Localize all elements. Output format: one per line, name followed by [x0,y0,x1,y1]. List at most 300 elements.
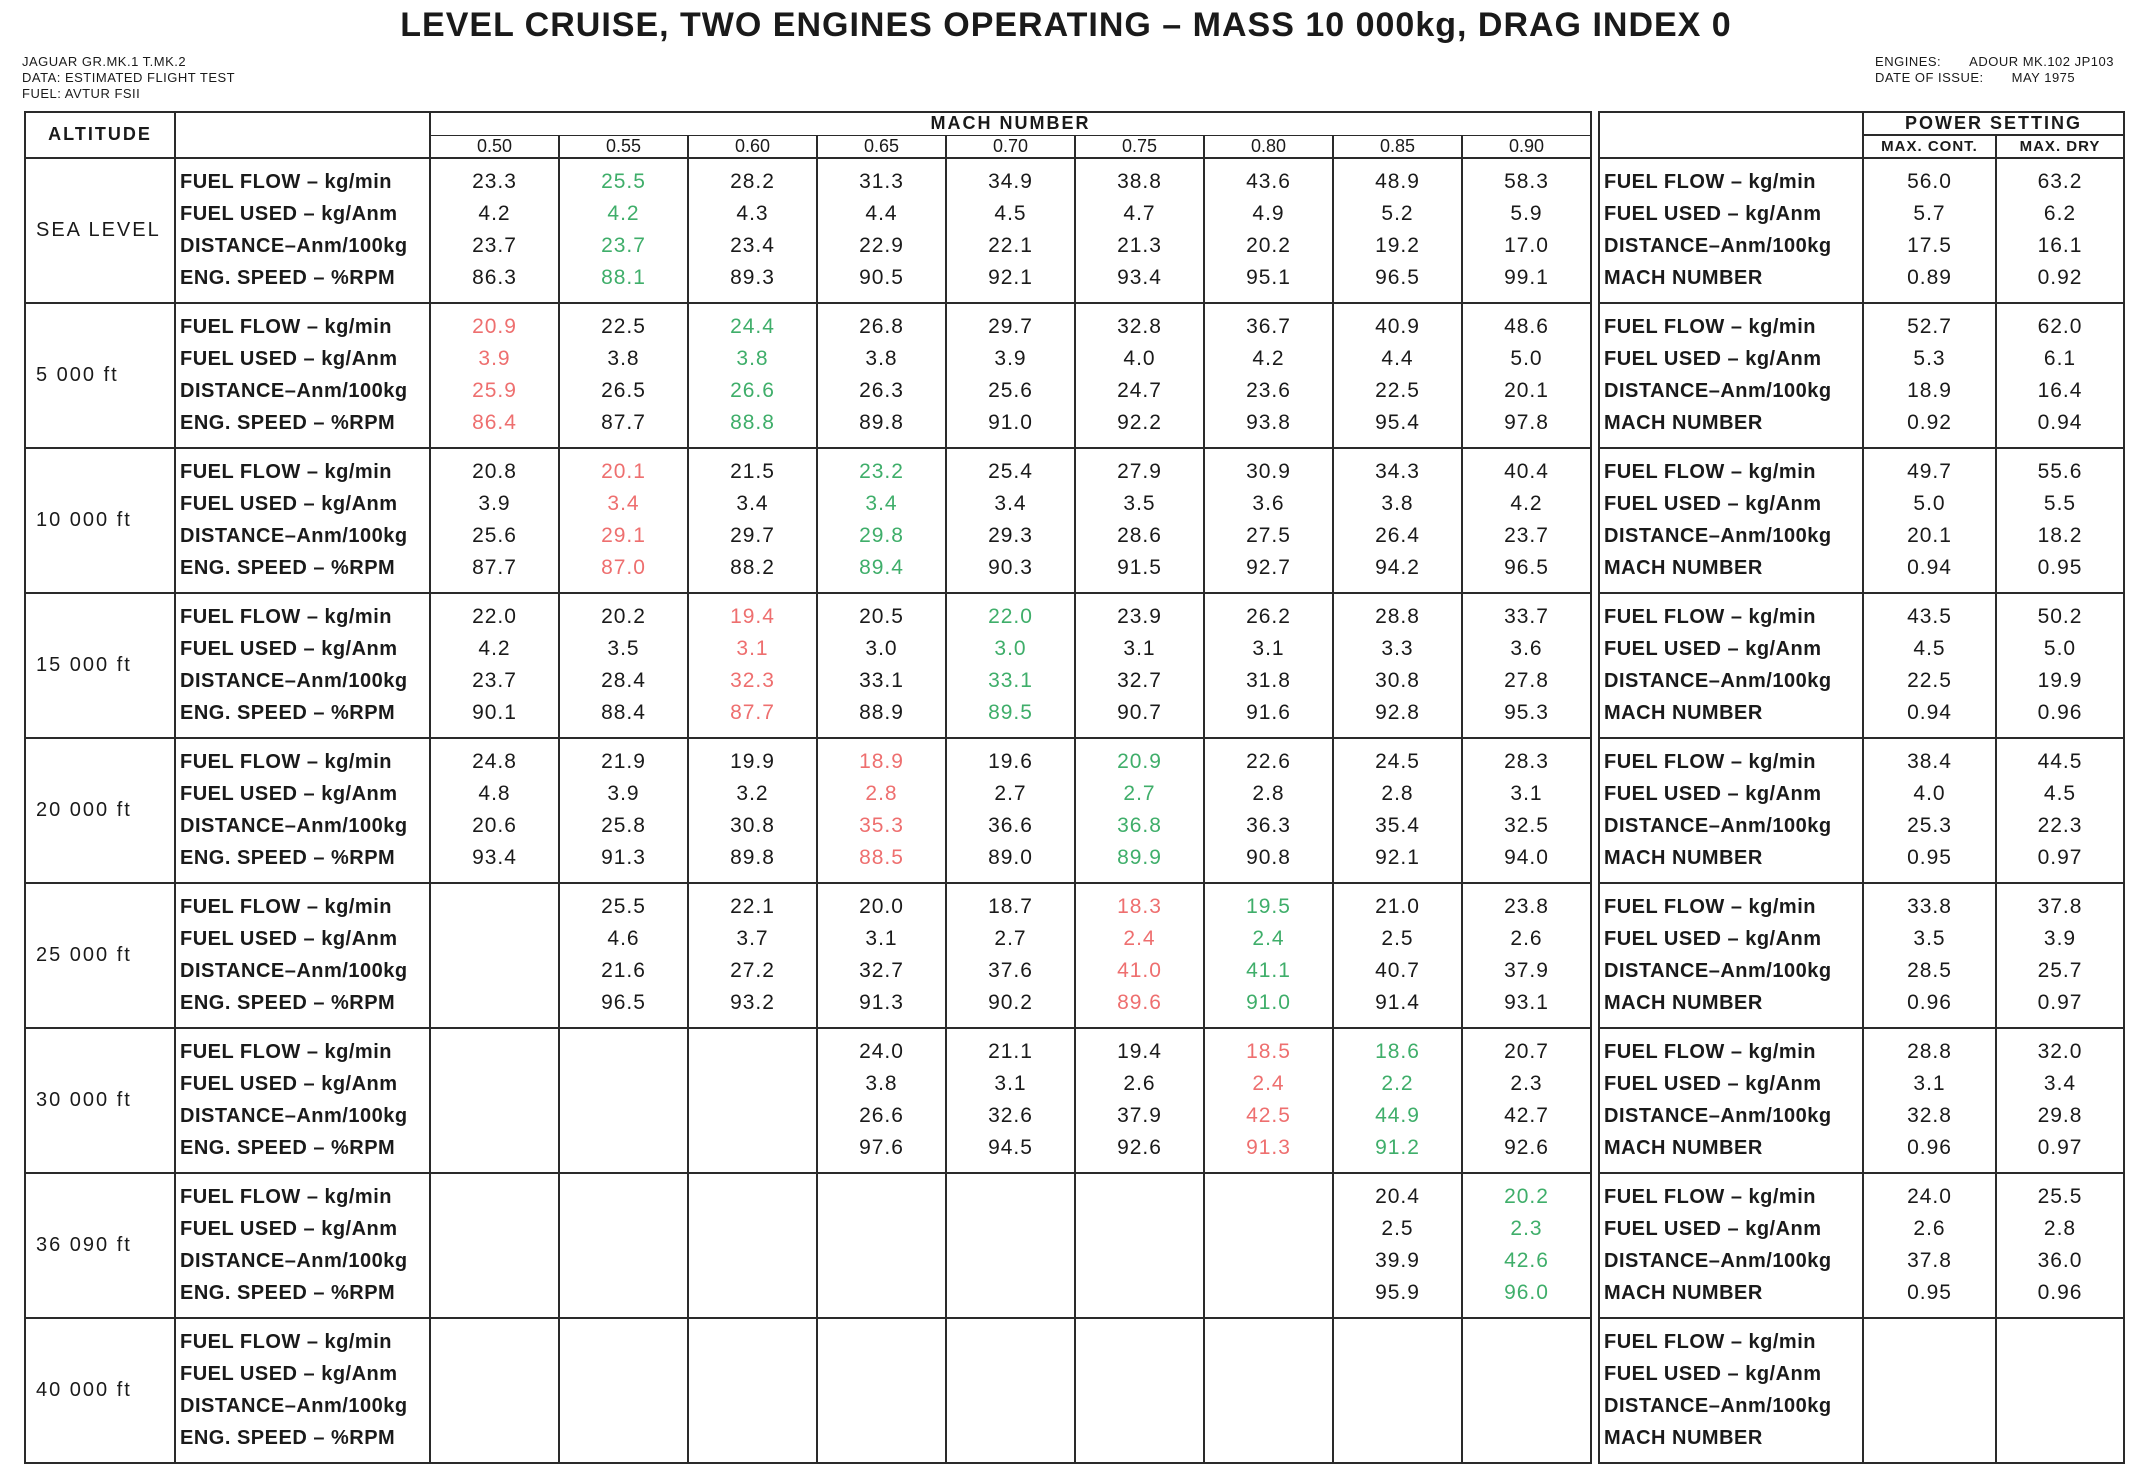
value: 94.0 [1504,846,1549,869]
value: 29.1 [601,524,646,547]
value: 96.5 [601,991,646,1014]
value: 3.4 [736,492,769,515]
value: 97.6 [859,1136,904,1159]
power-label: MACH NUMBER [1604,557,1763,579]
value: 4.2 [478,637,511,660]
value: 32.3 [730,669,775,692]
value: 93.1 [1504,991,1549,1014]
value: 42.6 [1504,1249,1549,1272]
value: 25.9 [472,379,517,402]
value: 20.9 [1117,750,1162,773]
value: 31.8 [1246,669,1291,692]
value: 4.5 [994,202,1027,225]
max-dry-cell [1996,738,2124,883]
value: 3.4 [994,492,1027,515]
value: 3.9 [478,492,511,515]
value-cell [559,1028,688,1173]
value: 92.6 [1117,1136,1162,1159]
power-value: 49.7 [1907,460,1952,483]
value: 25.8 [601,814,646,837]
power-value: 0.94 [1907,701,1952,724]
power-label: MACH NUMBER [1604,847,1763,869]
value: 90.1 [472,701,517,724]
value: 32.5 [1504,814,1549,837]
power-value: 56.0 [1907,170,1952,193]
value-cell [688,593,817,738]
power-value: 55.6 [2037,460,2083,483]
parameter-label: FUEL FLOW – kg/min [180,1041,392,1063]
parameter-label: FUEL USED – kg/Anm [180,203,398,225]
value-cell [1462,448,1591,593]
value: 23.7 [1504,524,1549,547]
value-cell [1204,448,1333,593]
mach-header-055: 0.55 [559,135,688,158]
mach-header-075: 0.75 [1075,135,1204,158]
value: 28.2 [730,170,775,193]
engines-label: ENGINES: [1875,54,1942,69]
power-value: 36.0 [2037,1249,2083,1272]
value: 20.1 [1504,379,1549,402]
power-value: 0.96 [2037,1281,2083,1304]
parameter-label: ENG. SPEED – %RPM [180,847,396,869]
parameter-label: FUEL FLOW – kg/min [180,896,392,918]
value: 32.7 [859,959,904,982]
value-cell [946,1318,1075,1463]
value-cell [1204,883,1333,1028]
value: 18.9 [859,750,904,773]
value: 20.4 [1375,1185,1420,1208]
value: 95.9 [1375,1281,1420,1304]
column-gap [1591,1318,1599,1463]
max-cont-cell [1863,738,1996,883]
parameter-label: FUEL FLOW – kg/min [180,316,392,338]
value-cell [1075,448,1204,593]
value: 91.4 [1375,991,1420,1014]
value: 24.7 [1117,379,1162,402]
power-label: FUEL FLOW – kg/min [1604,751,1816,773]
power-labels [1599,158,1863,303]
value: 99.1 [1504,266,1549,289]
power-value: 44.5 [2037,750,2083,773]
power-label: FUEL FLOW – kg/min [1604,896,1816,918]
value: 93.4 [472,846,517,869]
power-label: FUEL FLOW – kg/min [1604,1041,1816,1063]
value: 91.5 [1117,556,1162,579]
parameter-label: ENG. SPEED – %RPM [180,267,396,289]
value: 21.5 [730,460,775,483]
value: 88.9 [859,701,904,724]
value: 24.4 [730,315,775,338]
aircraft-info [22,54,235,102]
value: 22.0 [472,605,517,628]
value-cell [688,738,817,883]
altitude-row [25,158,2124,303]
value: 32.6 [988,1104,1033,1127]
value: 22.0 [988,605,1033,628]
altitude-label: 15 000 ft [25,593,175,738]
parameter-label: FUEL USED – kg/Anm [180,638,398,660]
mach-header-070: 0.70 [946,135,1075,158]
altitude-row [25,593,2124,738]
value: 92.6 [1504,1136,1549,1159]
value: 90.7 [1117,701,1162,724]
value-cell [1204,303,1333,448]
value: 22.1 [988,234,1033,257]
value: 29.7 [988,315,1033,338]
parameter-label: FUEL USED – kg/Anm [180,348,398,370]
value: 18.5 [1246,1040,1291,1063]
value-cell [688,1028,817,1173]
value: 48.6 [1504,315,1549,338]
value: 88.5 [859,846,904,869]
value-cell [1333,303,1462,448]
column-gap [1591,738,1599,883]
value: 19.4 [730,605,775,628]
value: 87.7 [730,701,775,724]
value: 4.4 [1381,347,1414,370]
power-value: 0.97 [2037,991,2083,1014]
value-cell [817,1173,946,1318]
power-label: FUEL FLOW – kg/min [1604,606,1816,628]
value: 3.1 [994,1072,1027,1095]
parameter-labels [175,593,430,738]
value: 3.0 [865,637,898,660]
value-cell [1333,448,1462,593]
parameter-labels [175,303,430,448]
max-dry-cell [1996,1173,2124,1318]
parameter-label: FUEL USED – kg/Anm [180,1073,398,1095]
value-cell [946,1028,1075,1173]
value: 2.5 [1381,927,1414,950]
value: 86.4 [472,411,517,434]
value: 32.8 [1117,315,1162,338]
value: 35.3 [859,814,904,837]
value: 3.1 [865,927,898,950]
altitude-row [25,883,2124,1028]
value: 3.4 [865,492,898,515]
power-label: DISTANCE–Anm/100kg [1604,1250,1832,1272]
value: 3.8 [865,347,898,370]
value: 4.8 [478,782,511,805]
power-labels [1599,303,1863,448]
value: 96.5 [1375,266,1420,289]
power-value: 0.97 [2037,1136,2083,1159]
power-value: 3.4 [2043,1072,2077,1095]
value: 3.1 [736,637,769,660]
value: 27.9 [1117,460,1162,483]
parameter-label: FUEL USED – kg/Anm [180,928,398,950]
value: 44.9 [1375,1104,1420,1127]
value: 2.8 [1252,782,1285,805]
value: 3.8 [865,1072,898,1095]
value: 89.9 [1117,846,1162,869]
value-cell [430,593,559,738]
value: 2.8 [1381,782,1414,805]
max-dry-cell [1996,1028,2124,1173]
power-value: 28.5 [1907,959,1952,982]
value: 24.0 [859,1040,904,1063]
value: 23.7 [472,234,517,257]
value-cell [1204,1318,1333,1463]
altitude-label: 36 090 ft [25,1173,175,1318]
power-label: FUEL USED – kg/Anm [1604,203,1822,225]
value: 20.1 [601,460,646,483]
value: 22.6 [1246,750,1291,773]
altitude-header: ALTITUDE [25,112,175,158]
altitude-label: 25 000 ft [25,883,175,1028]
value: 19.2 [1375,234,1420,257]
power-value: 6.2 [2043,202,2077,225]
value: 88.4 [601,701,646,724]
power-value: 0.89 [1907,266,1952,289]
value: 58.3 [1504,170,1549,193]
parameter-label: DISTANCE–Anm/100kg [180,1250,408,1272]
value: 18.6 [1375,1040,1420,1063]
power-label: FUEL USED – kg/Anm [1604,348,1822,370]
value: 96.5 [1504,556,1549,579]
power-value: 20.1 [1907,524,1952,547]
value: 2.4 [1252,927,1285,950]
value: 3.4 [607,492,640,515]
value: 40.9 [1375,315,1420,338]
power-value: 4.0 [1913,782,1946,805]
power-value: 29.8 [2037,1104,2083,1127]
value: 93.2 [730,991,775,1014]
value: 4.3 [736,202,769,225]
value-cell [1462,593,1591,738]
value-cell [1204,593,1333,738]
value-cell [1075,303,1204,448]
value-cell [1075,593,1204,738]
value: 33.1 [988,669,1033,692]
value: 2.7 [994,782,1027,805]
column-gap [1591,448,1599,593]
value-cell [946,593,1075,738]
parameter-label: FUEL FLOW – kg/min [180,1331,392,1353]
altitude-row [25,738,2124,883]
power-label-header [1599,112,1863,158]
value-cell [1075,1028,1204,1173]
value: 26.2 [1246,605,1291,628]
power-value: 25.5 [2037,1185,2083,1208]
power-label: DISTANCE–Anm/100kg [1604,1395,1832,1417]
value: 88.1 [601,266,646,289]
power-labels [1599,448,1863,593]
value: 4.2 [1252,347,1285,370]
power-value: 5.0 [1913,492,1946,515]
power-value: 0.95 [1907,1281,1952,1304]
value: 20.2 [1246,234,1291,257]
value: 89.8 [859,411,904,434]
value: 2.8 [865,782,898,805]
value-cell [559,1318,688,1463]
value-cell [1204,1028,1333,1173]
value: 36.3 [1246,814,1291,837]
value: 3.1 [1123,637,1156,660]
label-header [175,112,430,158]
value: 3.9 [994,347,1027,370]
value: 32.7 [1117,669,1162,692]
value: 23.6 [1246,379,1291,402]
value: 21.1 [988,1040,1033,1063]
value: 21.6 [601,959,646,982]
value: 4.2 [607,202,640,225]
value: 23.7 [601,234,646,257]
value-cell [1333,1173,1462,1318]
altitude-label: 20 000 ft [25,738,175,883]
power-label: FUEL FLOW – kg/min [1604,461,1816,483]
value: 4.7 [1123,202,1156,225]
value: 90.8 [1246,846,1291,869]
max-cont-cell [1863,303,1996,448]
value: 30.9 [1246,460,1291,483]
value: 43.6 [1246,170,1291,193]
power-value: 5.0 [2043,637,2077,660]
max-dry-cell [1996,593,2124,738]
value: 3.3 [1381,637,1414,660]
value: 94.5 [988,1136,1033,1159]
value-cell [946,883,1075,1028]
value: 2.6 [1123,1072,1156,1095]
parameter-labels [175,738,430,883]
max-dry-cell [1996,1318,2124,1463]
value-cell [688,883,817,1028]
value: 22.1 [730,895,775,918]
value-cell [688,1173,817,1318]
power-value: 22.5 [1907,669,1952,692]
value: 3.1 [1252,637,1285,660]
value: 2.6 [1510,927,1543,950]
power-label: DISTANCE–Anm/100kg [1604,1105,1832,1127]
parameter-label: FUEL FLOW – kg/min [180,171,392,193]
value: 3.8 [1381,492,1414,515]
value-cell [1204,1173,1333,1318]
cruise-table [24,111,2125,1464]
parameter-label: FUEL FLOW – kg/min [180,751,392,773]
value: 87.7 [601,411,646,434]
value: 26.3 [859,379,904,402]
value: 2.2 [1381,1072,1414,1095]
value-cell [817,1318,946,1463]
max-cont-cell [1863,883,1996,1028]
value: 29.7 [730,524,775,547]
value-cell [1462,303,1591,448]
value-cell [688,158,817,303]
value: 19.6 [988,750,1033,773]
column-gap [1591,883,1599,1028]
power-value: 0.96 [2037,701,2083,724]
power-value: 6.1 [2043,347,2077,370]
power-value: 16.4 [2037,379,2083,402]
value: 25.5 [601,895,646,918]
altitude-row [25,1173,2124,1318]
value-cell [1462,1318,1591,1463]
value-cell [1333,1318,1462,1463]
value: 92.1 [1375,846,1420,869]
value-cell [430,448,559,593]
value: 23.8 [1504,895,1549,918]
value: 92.8 [1375,701,1420,724]
value: 30.8 [1375,669,1420,692]
value: 2.7 [994,927,1027,950]
max-cont-cell [1863,1173,1996,1318]
altitude-row [25,1318,2124,1463]
power-label: FUEL FLOW – kg/min [1604,1331,1816,1353]
value: 4.9 [1252,202,1285,225]
parameter-labels [175,1318,430,1463]
value-cell [430,1028,559,1173]
value: 24.5 [1375,750,1420,773]
power-label: DISTANCE–Anm/100kg [1604,235,1832,257]
value: 37.6 [988,959,1033,982]
mach-header-050: 0.50 [430,135,559,158]
value-cell [946,738,1075,883]
value-cell [1333,883,1462,1028]
parameter-label: FUEL FLOW – kg/min [180,461,392,483]
value-cell [559,738,688,883]
power-label: DISTANCE–Anm/100kg [1604,960,1832,982]
value: 3.5 [1123,492,1156,515]
altitude-label: 5 000 ft [25,303,175,448]
page-title: LEVEL CRUISE, TWO ENGINES OPERATING – MASS 10 000kg, DRAG INDEX 0 [400,6,1732,44]
value: 4.4 [865,202,898,225]
value: 28.8 [1375,605,1420,628]
value: 26.8 [859,315,904,338]
value-cell [1462,1028,1591,1173]
parameter-label: DISTANCE–Anm/100kg [180,1105,408,1127]
power-value: 62.0 [2037,315,2083,338]
parameter-label: FUEL USED – kg/Anm [180,1218,398,1240]
power-value: 32.0 [2037,1040,2083,1063]
value: 95.3 [1504,701,1549,724]
column-gap [1591,593,1599,738]
parameter-labels [175,1028,430,1173]
value: 20.0 [859,895,904,918]
value: 41.0 [1117,959,1162,982]
value: 25.4 [988,460,1033,483]
parameter-label: DISTANCE–Anm/100kg [180,815,408,837]
value: 89.8 [730,846,775,869]
value: 88.2 [730,556,775,579]
power-labels [1599,738,1863,883]
value: 26.6 [859,1104,904,1127]
parameter-labels [175,448,430,593]
value: 30.8 [730,814,775,837]
value: 91.0 [988,411,1033,434]
value: 91.3 [601,846,646,869]
power-value: 4.5 [2043,782,2077,805]
power-value: 5.5 [2043,492,2077,515]
value: 36.8 [1117,814,1162,837]
power-label: DISTANCE–Anm/100kg [1604,525,1832,547]
parameter-label: DISTANCE–Anm/100kg [180,525,408,547]
value: 21.9 [601,750,646,773]
value: 4.0 [1123,347,1156,370]
power-label: MACH NUMBER [1604,702,1763,724]
value-cell [688,303,817,448]
value: 86.3 [472,266,517,289]
power-value: 33.8 [1907,895,1952,918]
value: 27.5 [1246,524,1291,547]
value: 96.0 [1504,1281,1549,1304]
altitude-row [25,303,2124,448]
value: 28.3 [1504,750,1549,773]
value: 88.8 [730,411,775,434]
value-cell [946,158,1075,303]
value-cell [946,1173,1075,1318]
value: 27.2 [730,959,775,982]
value: 2.4 [1123,927,1156,950]
